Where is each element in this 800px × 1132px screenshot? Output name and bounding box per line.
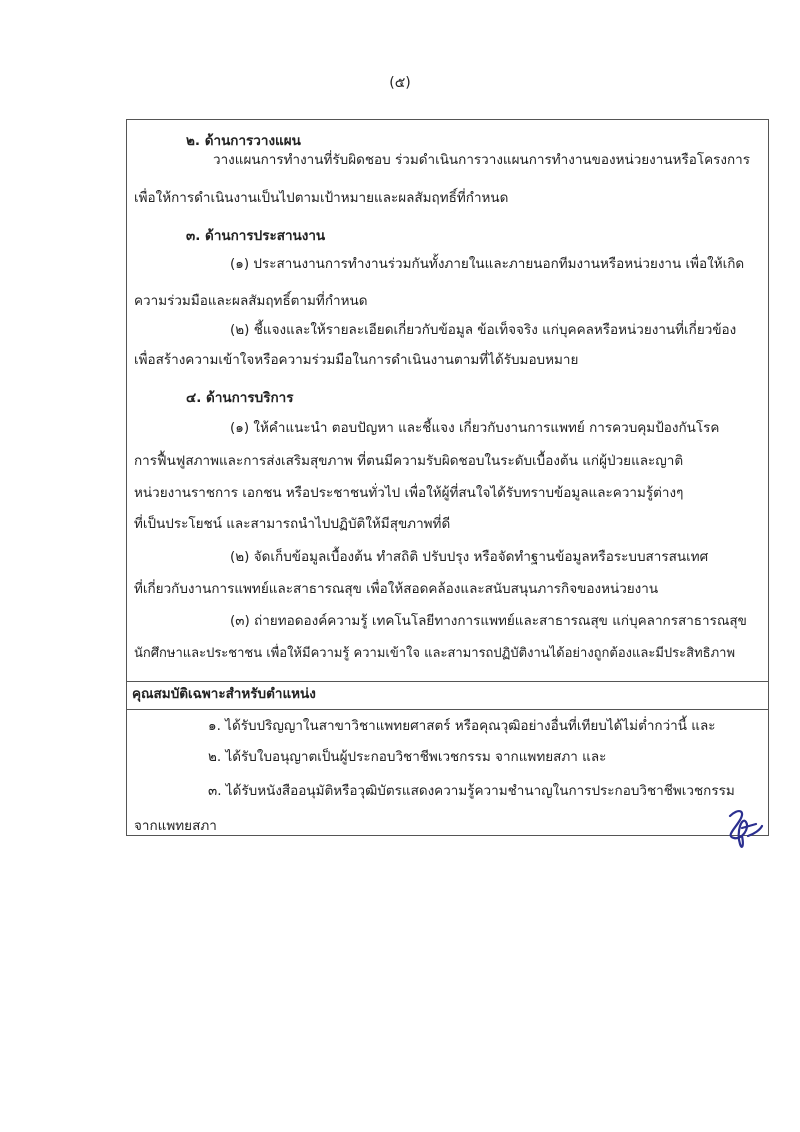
page-number: (๕) <box>389 75 411 91</box>
qualification-item: ๒. ได้รับใบอนุญาตเป็นผู้ประกอบวิชาชีพเวชกรรม จากแพทยสภา และ <box>208 749 607 765</box>
qualifications-heading: คุณสมบัติเฉพาะสำหรับตำแหน่ง <box>132 686 316 702</box>
service-line: ที่เกี่ยวกับงานการแพทย์และสาธารณสุข เพื่อให้สอดคล้องและสนับสนุนภารกิจของหน่วยงาน <box>134 581 659 597</box>
service-heading: ๔. ด้านการบริการ <box>186 390 294 406</box>
service-line: การฟื้นฟูสภาพและการส่งเสริมสุขภาพ ที่ตนมีความรับผิดชอบในระดับเบื้องต้น แก่ผู้ป่วยและญาติ <box>134 453 684 469</box>
service-line: (๒) จัดเก็บข้อมูลเบื้องต้น ทำสถิติ ปรับปรุง หรือจัดทำฐานข้อมูลหรือระบบสารสนเทศ <box>230 549 709 565</box>
planning-line: วางแผนการทำงานที่รับผิดชอบ ร่วมดำเนินการวางแผนการทำงานของหน่วยงานหรือโครงการ <box>213 152 750 168</box>
section-divider-top <box>127 681 768 682</box>
qualification-item: จากแพทยสภา <box>134 818 217 834</box>
service-line: นักศึกษาและประชาชน เพื่อให้มีความรู้ ความเข้าใจ และสามารถปฏิบัติงานได้อย่างถูกต้องและมีประสิทธิภาพ <box>134 646 736 661</box>
service-line: (๓) ถ่ายทอดองค์ความรู้ เทคโนโลยีทางการแพทย์และสาธารณสุข แก่บุคลากรสาธารณสุข <box>230 613 747 629</box>
service-line: ที่เป็นประโยชน์ และสามารถนำไปปฏิบัติให้มีสุขภาพที่ดี <box>134 516 451 532</box>
signature-mark <box>712 806 772 852</box>
coordination-heading: ๓. ด้านการประสานงาน <box>186 228 326 244</box>
coordination-line: (๒) ชี้แจงและให้รายละเอียดเกี่ยวกับข้อมูล ข้อเท็จจริง แก่บุคคลหรือหน่วยงานที่เกี่ยวข้อง <box>230 322 737 338</box>
planning-heading: ๒. ด้านการวางแผน <box>186 133 301 149</box>
coordination-line: ความร่วมมือและผลสัมฤทธิ์ตามที่กำหนด <box>134 293 368 309</box>
service-line: หน่วยงานราชการ เอกชน หรือประชาชนทั่วไป เพื่อให้ผู้ที่สนใจได้รับทราบข้อมูลและความรู้ต่างๆ <box>134 485 684 501</box>
coordination-line: (๑) ประสานงานการทำงานร่วมกันทั้งภายในและภายนอกทีมงานหรือหน่วยงาน เพื่อให้เกิด <box>230 256 745 272</box>
qualification-item: ๑. ได้รับปริญญาในสาขาวิชาแพทยศาสตร์ หรือคุณวุฒิอย่างอื่นที่เทียบได้ไม่ต่ำกว่านี้ และ <box>208 718 716 734</box>
qualification-item: ๓. ได้รับหนังสืออนุมัติหรือวุฒิบัตรแสดงความรู้ความชำนาญในการประกอบวิชาชีพเวชกรรม <box>208 783 735 799</box>
coordination-line: เพื่อสร้างความเข้าใจหรือความร่วมมือในการดำเนินงานตามที่ได้รับมอบหมาย <box>134 352 579 368</box>
planning-line: เพื่อให้การดำเนินงานเป็นไปตามเป้าหมายและผลสัมฤทธิ์ที่กำหนด <box>134 190 509 206</box>
section-divider-bottom <box>127 709 768 710</box>
service-line: (๑) ให้คำแนะนำ ตอบปัญหา และชี้แจง เกี่ยวกับงานการแพทย์ การควบคุมป้องกันโรค <box>230 420 720 436</box>
